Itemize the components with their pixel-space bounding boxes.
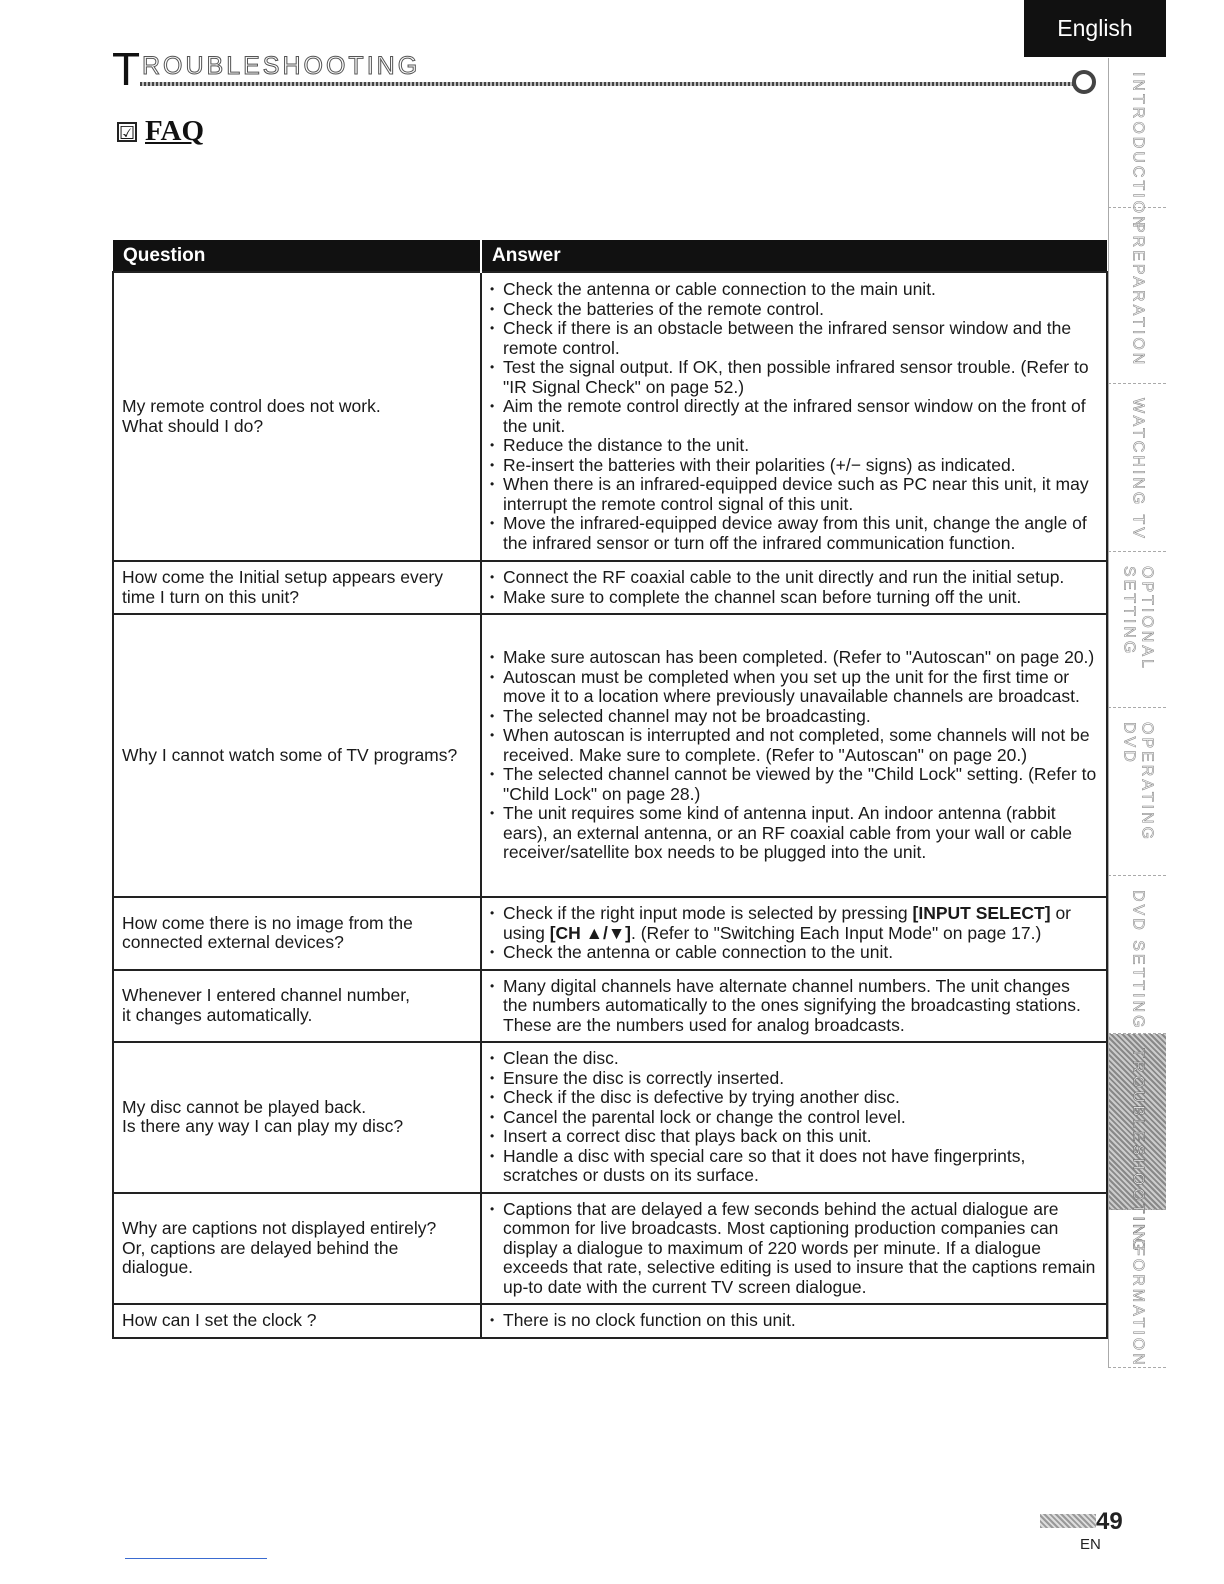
question-line: What should I do?: [122, 415, 264, 436]
answer-item: • Test the signal output. If OK, then possible infrared sensor trouble. (Refer to "IR Signal Check" on page 52.): [490, 358, 1098, 397]
answer-cell: [481, 970, 1107, 1043]
table-row: [113, 897, 1107, 970]
answer-cell: [481, 614, 1107, 897]
question-line: it changes automatically.: [122, 1004, 313, 1025]
answer-text: . (Refer to "Switching Each Input Mode" on page 17.): [631, 922, 1042, 943]
answer-item: • When autoscan is interrupted and not completed, some channels will not be received. Make sure to complete. (Refer to "Autoscan" on page 20.): [490, 726, 1098, 765]
question-line: Why I cannot watch some of TV programs?: [122, 744, 458, 765]
table-row: [113, 272, 1107, 561]
answer-item: • Ensure the disc is correctly inserted.: [490, 1069, 1098, 1089]
answer-cell: [481, 1042, 1107, 1193]
sidebar-item-watching-tv[interactable]: [1108, 384, 1166, 552]
sidebar-label: DVD SETTING: [1129, 890, 1147, 1031]
answer-cell: [481, 897, 1107, 970]
section-heading: [117, 115, 204, 148]
title-text: ROUBLESHOOTING: [142, 52, 421, 80]
question-cell: [113, 1304, 481, 1338]
page-number: 49: [1096, 1508, 1123, 1535]
title-rule: [140, 82, 1076, 86]
chapter-sidebar: [1108, 58, 1168, 1368]
title-circle-icon: [1072, 70, 1096, 94]
question-line: Or, captions are delayed behind the: [122, 1237, 399, 1258]
answer-cell: [481, 561, 1107, 614]
question-line: dialogue.: [122, 1257, 194, 1277]
sidebar-label: WATCHING TV: [1129, 398, 1147, 541]
footer-rule: [125, 1558, 267, 1559]
question-line: Is there any way I can play my disc?: [122, 1116, 404, 1137]
answer-item: • Connect the RF coaxial cable to the unit directly and run the initial setup.: [490, 568, 1098, 588]
sidebar-item-introduction[interactable]: [1108, 58, 1166, 231]
question-line: My remote control does not work.: [122, 396, 381, 416]
title-initial: T: [112, 43, 141, 95]
sidebar-label: OPTIONAL SETTING: [1120, 566, 1156, 671]
page-title: [112, 44, 1102, 94]
answer-item: • Reduce the distance to the unit.: [490, 436, 1098, 456]
answer-text: Check if the right input mode is selected by pressing: [503, 903, 913, 923]
question-line: How come the Initial setup appears every: [122, 567, 443, 587]
question-cell: [113, 1042, 481, 1193]
question-line: My disc cannot be played back.: [122, 1096, 367, 1117]
column-header-question: Question: [113, 240, 481, 272]
section-title: FAQ: [145, 115, 205, 147]
question-cell: [113, 614, 481, 897]
answer-item: • Check if the disc is defective by trying another disc.: [490, 1088, 1098, 1108]
faq-table: [112, 240, 1108, 1339]
answer-item: • Clean the disc.: [490, 1049, 1098, 1069]
question-line: connected external devices?: [122, 932, 344, 953]
key-input-select: [INPUT SELECT]: [912, 903, 1051, 923]
answer-item: • Insert a correct disc that plays back on this unit.: [490, 1127, 1098, 1147]
answer-item: • When there is an infrared-equipped device such as PC near this unit, it may interrupt the remote control signal of this unit.: [490, 475, 1098, 514]
checkbox-icon: ☑: [119, 122, 136, 143]
question-cell: [113, 970, 481, 1043]
sidebar-item-information[interactable]: [1108, 1210, 1166, 1368]
key-channel: [CH ▲/▼]: [549, 922, 631, 943]
question-line: Why are captions not displayed entirely?: [122, 1218, 437, 1238]
sidebar-label: OPERATING DVD: [1120, 722, 1156, 843]
question-cell: [113, 1193, 481, 1305]
answer-item: • The selected channel may not be broadcasting.: [490, 707, 1098, 727]
page-number-decoration: [1040, 1514, 1096, 1528]
sidebar-item-troubleshooting[interactable]: [1108, 1034, 1166, 1254]
question-line: time I turn on this unit?: [122, 586, 300, 607]
answer-cell: [481, 1304, 1107, 1338]
answer-item: • Aim the remote control directly at the infrared sensor window on the front of the unit.: [490, 397, 1098, 436]
answer-item: • Move the infrared-equipped device away from this unit, change the angle of the infrared sensor or turn off the infrared communication function.: [490, 514, 1098, 553]
question-line: Whenever I entered channel number,: [122, 985, 410, 1006]
answer-item: • Captions that are delayed a few seconds behind the actual dialogue are common for live broadcasts. Most captioning production companies can display a dialogue to maximum of 220 words per minute. If a dialogue exceeds that rate, selective editing is used to insure that the captions remain up-to date with the current TV screen dialogue.: [490, 1200, 1098, 1298]
answer-item: • The selected channel cannot be viewed by the "Child Lock" setting. (Refer to "Child Lock" on page 28.): [490, 765, 1098, 804]
question-line: How come there is no image from the: [122, 912, 413, 933]
answer-item: • Make sure autoscan has been completed. (Refer to "Autoscan" on page 20.): [490, 648, 1098, 668]
answer-item: • Many digital channels have alternate channel numbers. The unit changes the numbers automatically to the ones signifying the broadcasting stations. These are the numbers used for analog broadcasts.: [490, 977, 1098, 1036]
answer-cell: [481, 272, 1107, 561]
sidebar-label: PREPARATION: [1129, 222, 1147, 368]
answer-cell: [481, 1193, 1107, 1305]
question-cell: [113, 272, 481, 561]
answer-item: • Check the batteries of the remote control.: [490, 300, 1098, 320]
sidebar-label: TROUBLESHOOTING: [1129, 1048, 1147, 1254]
answer-item: • The unit requires some kind of antenna input. An indoor antenna (rabbit ears), an external antenna, or an RF coaxial cable from your wall or cable receiver/satellite box needs to be plugged into the unit.: [490, 804, 1098, 863]
table-row: [113, 561, 1107, 614]
page-language-code: EN: [1080, 1536, 1101, 1553]
sidebar-label: INTRODUCTION: [1129, 72, 1147, 231]
answer-item: • Check the antenna or cable connection to the main unit.: [490, 280, 1098, 300]
answer-item: [490, 904, 1098, 943]
sidebar-label: INFORMATION: [1129, 1224, 1147, 1368]
table-row: [113, 1304, 1107, 1338]
answer-item: • Cancel the parental lock or change the control level.: [490, 1108, 1098, 1128]
sidebar-item-optional-setting[interactable]: [1108, 552, 1166, 708]
answer-item: • Check if there is an obstacle between the infrared sensor window and the remote control.: [490, 319, 1098, 358]
language-tab: English: [1024, 0, 1166, 57]
answer-item: • Re-insert the batteries with their polarities (+/− signs) as indicated.: [490, 456, 1098, 476]
answer-item: • Handle a disc with special care so that it does not have fingerprints, scratches or dusts on its surface.: [490, 1147, 1098, 1186]
table-row: [113, 1042, 1107, 1193]
question-line: How can I set the clock ?: [122, 1310, 317, 1330]
answer-item: • There is no clock function on this unit.: [490, 1311, 1098, 1331]
sidebar-item-preparation[interactable]: [1108, 208, 1166, 384]
answer-item: • Check the antenna or cable connection to the unit.: [490, 943, 1098, 963]
column-header-answer: Answer: [481, 240, 1107, 272]
table-header: [113, 240, 1107, 272]
answer-item: • Autoscan must be completed when you set up the unit for the first time or move it to a location where previously unavailable channels are broadcast.: [490, 668, 1098, 707]
sidebar-item-operating-dvd[interactable]: [1108, 708, 1166, 876]
question-cell: [113, 897, 481, 970]
table-row: [113, 614, 1107, 897]
answer-text: or using: [503, 903, 1072, 943]
question-cell: [113, 561, 481, 614]
answer-item: • Make sure to complete the channel scan before turning off the unit.: [490, 588, 1098, 608]
sidebar-item-dvd-setting[interactable]: [1108, 876, 1166, 1034]
table-row: [113, 1193, 1107, 1305]
table-row: [113, 970, 1107, 1043]
